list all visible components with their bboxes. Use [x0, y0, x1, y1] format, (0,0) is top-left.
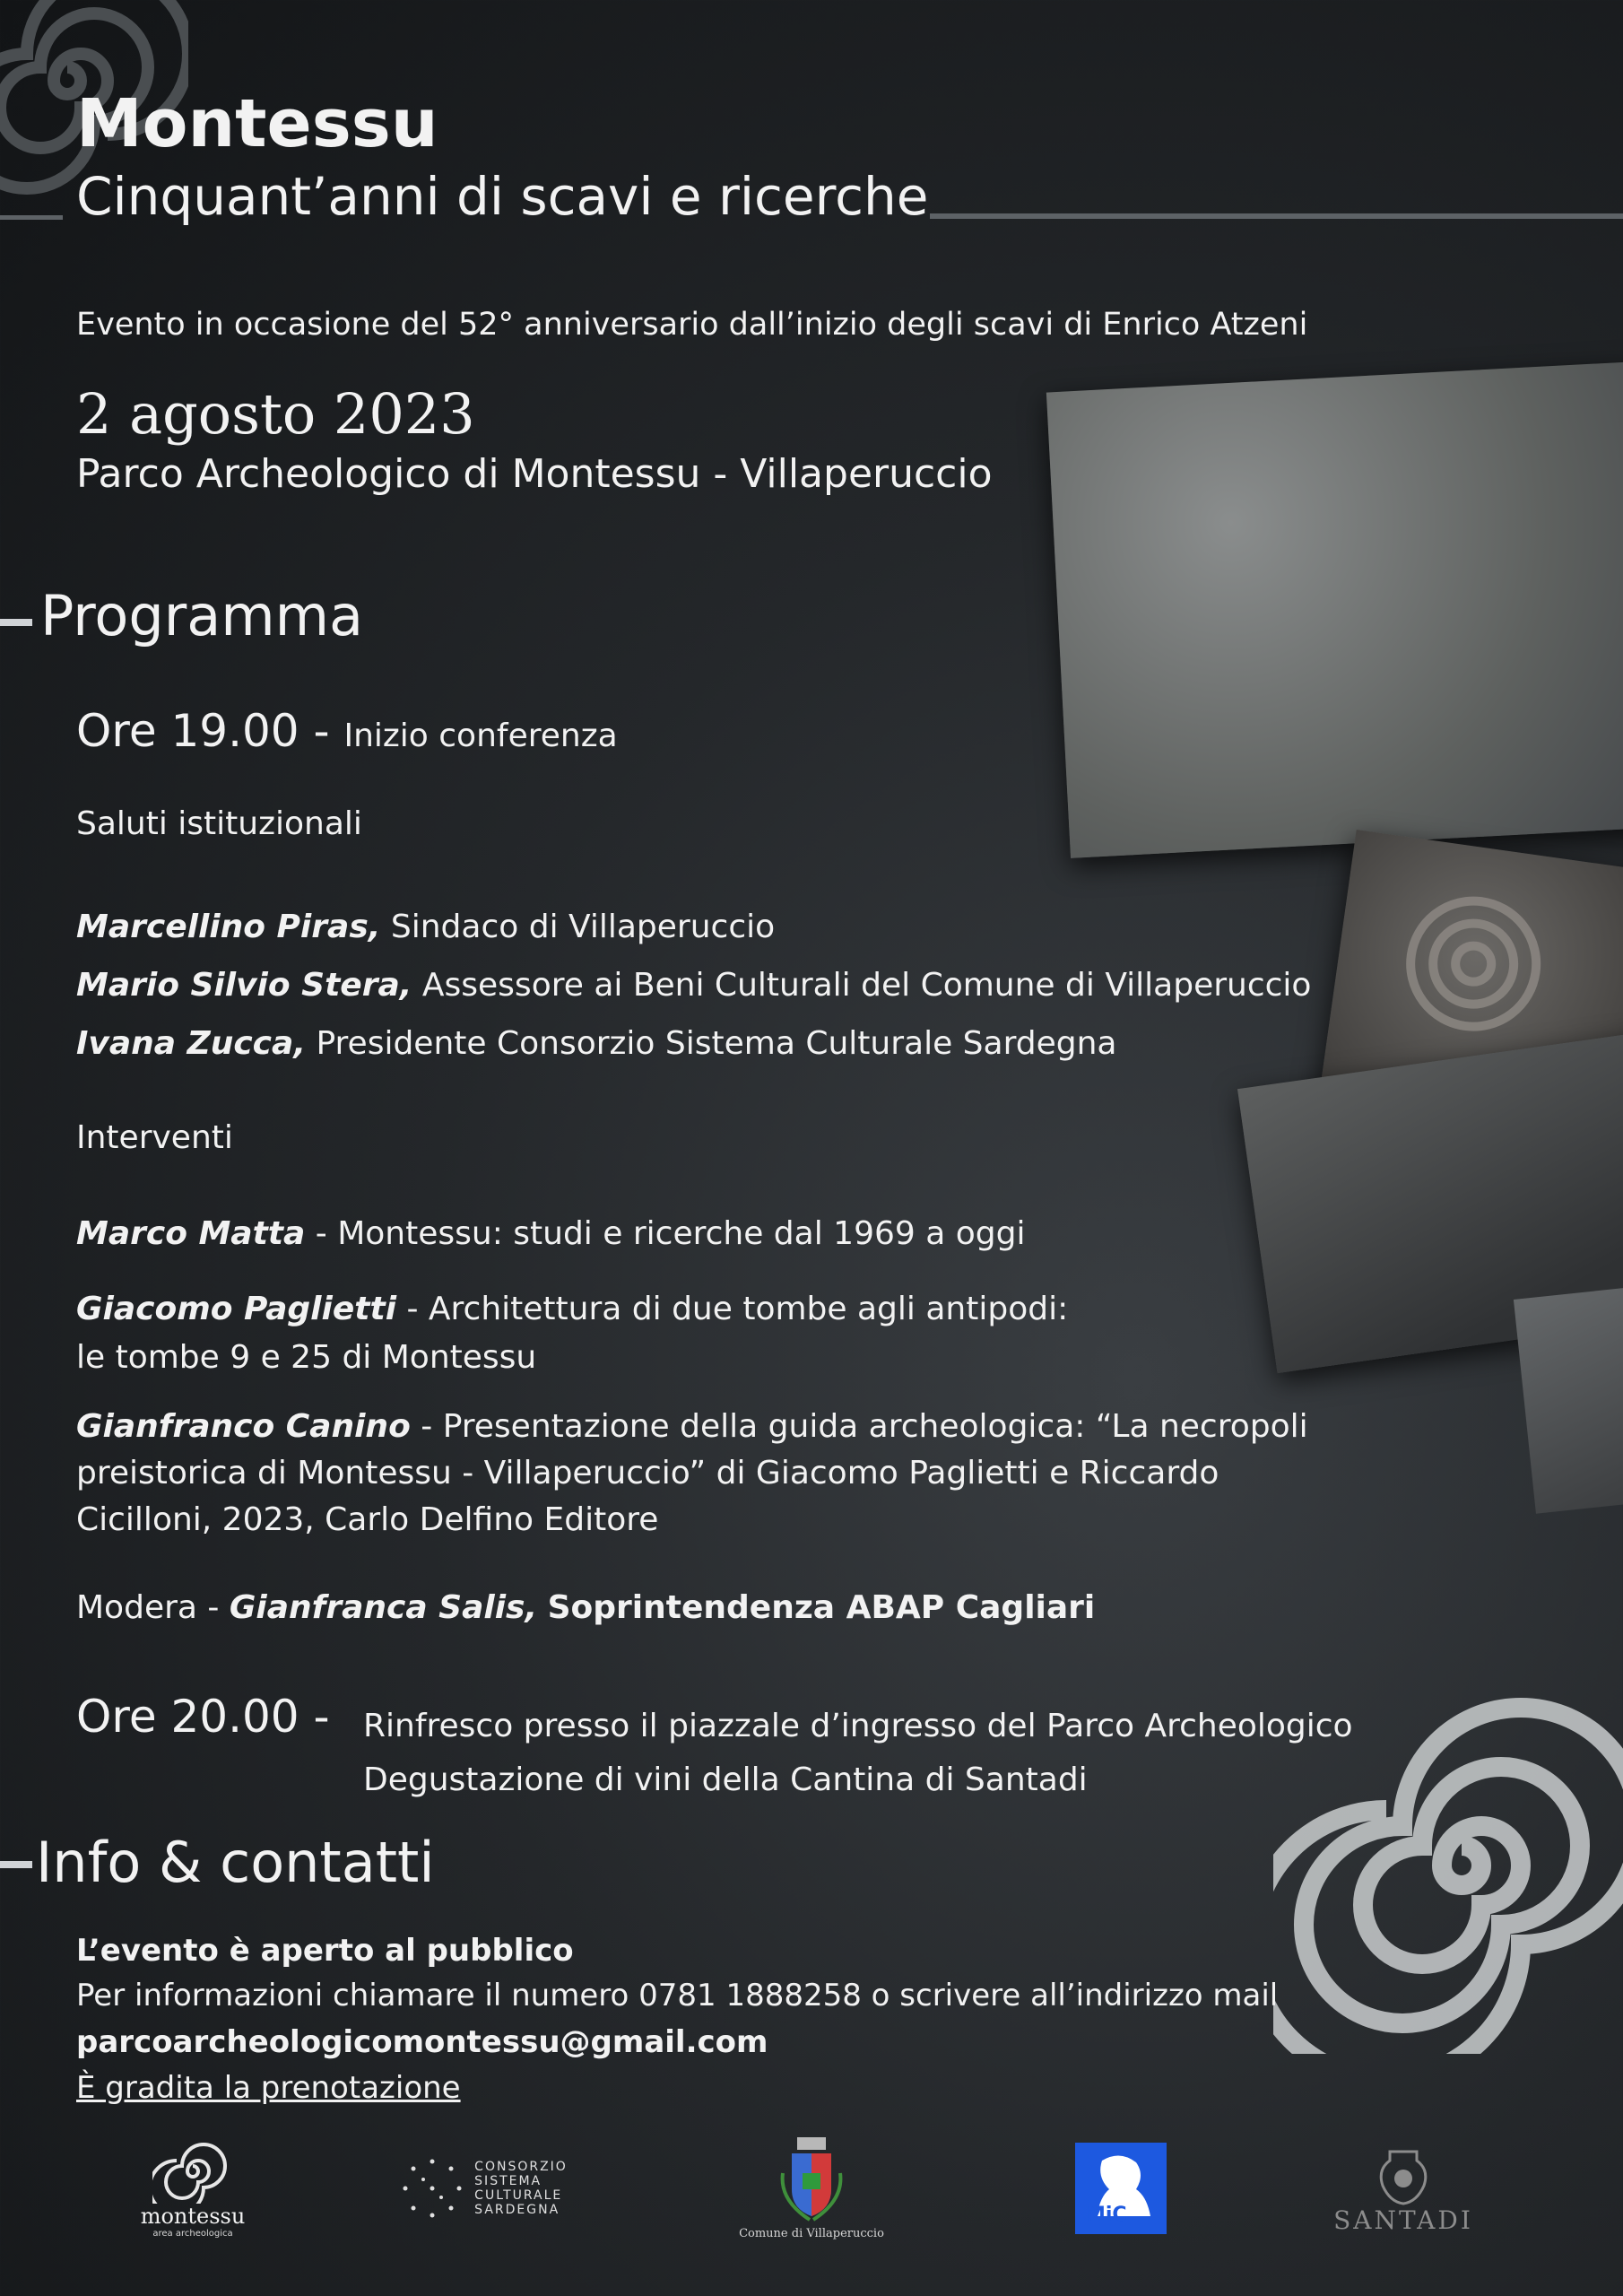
consorzio-text-3: CULTURALE: [474, 2188, 563, 2203]
time-label: Ore 19.00 -: [76, 705, 330, 757]
talks-heading: Interventi: [76, 1119, 233, 1156]
separator: -: [410, 1408, 443, 1445]
comune-logo-text: Comune di Villaperuccio: [739, 2226, 884, 2240]
separator: -: [396, 1291, 429, 1327]
talk-title: Montessu: studi e ricerche dal 1969 a oggi: [337, 1215, 1026, 1252]
speaker-role: Assessore ai Beni Culturali del Comune di Villaperuccio: [421, 967, 1312, 1004]
consorzio-text-1: CONSORZIO: [474, 2160, 568, 2174]
info-heading: Info & contatti: [36, 1830, 435, 1895]
petroglyph-photo: [1046, 361, 1623, 858]
talk-item: [76, 1215, 1025, 1252]
speaker-name: Giacomo Paglietti: [76, 1291, 397, 1327]
consorzio-text-2: SISTEMA: [474, 2174, 542, 2188]
talk-title-line2: le tombe 9 e 25 di Montessu: [76, 1339, 537, 1376]
time-slot-2000-details: [363, 1700, 1353, 1807]
consorzio-text-4: SARDEGNA: [474, 2203, 560, 2217]
time-slot-1900: [76, 705, 618, 757]
talk-title-line3: Cicilloni, 2023, Carlo Delfino Editore: [76, 1501, 659, 1538]
santadi-crest-icon: [1372, 2143, 1435, 2205]
open-to-public: L’evento è aperto al pubblico: [76, 1933, 574, 1969]
talk-title: Architettura di due tombe agli antipodi:: [428, 1291, 1069, 1327]
moderator-role: Soprintendenza ABAP Cagliari: [547, 1589, 1096, 1626]
event-occasion: Evento in occasione del 52° anniversario dall’inizio degli scavi di Enrico Atzeni: [76, 307, 1308, 343]
speaker-name: Marcellino Piras,: [76, 909, 381, 945]
time-slot-2000: Ore 20.00 -: [76, 1691, 330, 1743]
greeting-item: [76, 909, 775, 945]
time-description: Inizio conferenza: [343, 718, 618, 754]
logo-montessu: [135, 2135, 251, 2242]
moderator-prefix: Modera -: [76, 1589, 220, 1626]
event-venue: Parco Archeologico di Montessu - Villaperuccio: [76, 451, 993, 497]
speaker-role: Presidente Consorzio Sistema Culturale Sardegna: [316, 1025, 1117, 1062]
title-rule-left: [0, 215, 63, 220]
moderator-name: Gianfranca Salis,: [229, 1589, 538, 1626]
talk-item: [76, 1285, 1068, 1382]
event-date: 2 agosto 2023: [76, 381, 475, 447]
programme-heading: Programma: [40, 583, 363, 648]
stars-circle-icon: [401, 2157, 464, 2220]
speaker-name: Gianfranco Canino: [76, 1408, 411, 1445]
talk-item: [76, 1404, 1308, 1544]
greetings-heading: Saluti istituzionali: [76, 805, 362, 842]
page-title: Montessu: [76, 85, 438, 162]
coat-of-arms-icon: [776, 2137, 847, 2227]
greeting-item: [76, 1025, 1117, 1062]
greeting-item: [76, 967, 1311, 1004]
booking-link[interactable]: È gradita la prenotazione: [76, 2070, 461, 2106]
logo-consorzio: [395, 2135, 574, 2242]
refreshment-line: Rinfresco presso il piazzale d’ingresso del Parco Archeologico: [363, 1708, 1353, 1744]
montessu-logo-text: montessu: [140, 2203, 246, 2229]
speaker-name: Ivana Zucca,: [76, 1025, 306, 1062]
santadi-logo-text: SANTADI: [1333, 2205, 1473, 2235]
section-rule: [0, 1861, 32, 1868]
talk-title: Presentazione della guida archeologica: “La necropoli: [442, 1408, 1308, 1445]
logo-santadi: [1333, 2135, 1473, 2242]
moderator: [76, 1589, 1095, 1626]
contact-phone-line: Per informazioni chiamare il numero 0781 1888258 o scrivere all’indirizzo mail: [76, 1978, 1279, 2013]
speaker-name: Marco Matta: [76, 1215, 306, 1252]
mic-logo-text: MiC: [1086, 2204, 1127, 2226]
logo-comune: [735, 2135, 888, 2242]
separator: -: [305, 1215, 338, 1252]
montessu-spiral-icon: [152, 2139, 233, 2204]
page-subtitle: Cinquant’anni di scavi e ricerche: [76, 166, 929, 227]
speaker-name: Mario Silvio Stera,: [76, 967, 412, 1004]
contact-email[interactable]: parcoarcheologicomontessu@gmail.com: [76, 2024, 768, 2060]
section-rule: [0, 619, 32, 626]
talk-title-line2: preistorica di Montessu - Villaperuccio” di Giacomo Paglietti e Riccardo: [76, 1455, 1219, 1492]
stone-photo: [1514, 1284, 1623, 1513]
wine-tasting-line: Degustazione di vini della Cantina di Santadi: [363, 1761, 1088, 1798]
speaker-role: Sindaco di Villaperuccio: [390, 909, 776, 945]
title-rule-right: [930, 213, 1623, 219]
montessu-logo-subtext: area archeologica: [152, 2228, 233, 2239]
logo-mic: [1072, 2135, 1170, 2242]
